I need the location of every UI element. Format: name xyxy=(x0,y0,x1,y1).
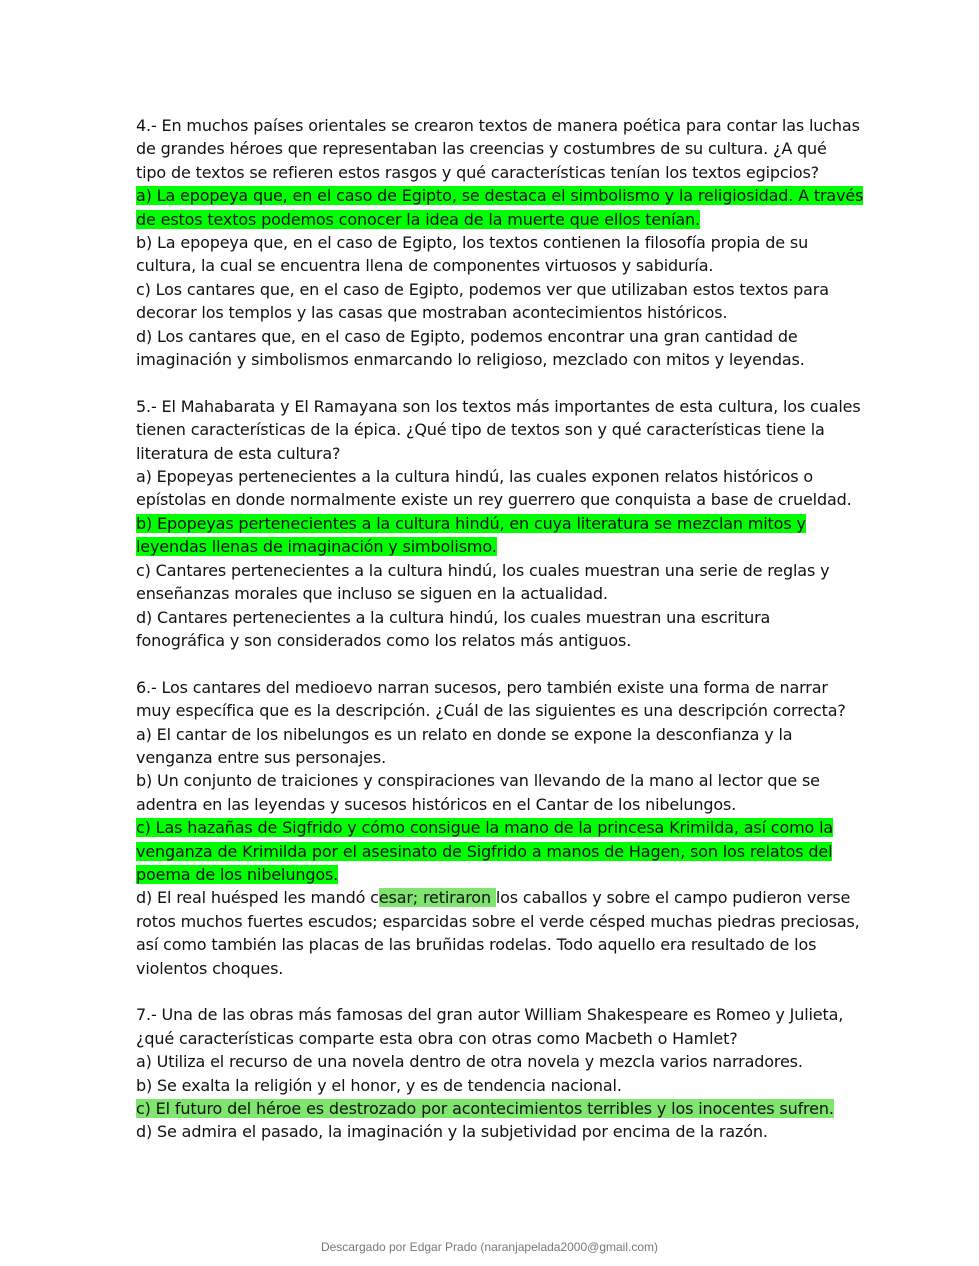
option-d-text-end: los caballos y sobre el campo pudieron verse xyxy=(495,888,851,908)
answer-option-c-highlighted: c) El futuro del héroe es destrozado por acontecimientos terribles y los inocentes sufren. xyxy=(136,1099,834,1119)
answer-option-d: imaginación y simbolismos enmarcando lo religioso, mezclado con mitos y leyendas. xyxy=(136,350,805,370)
answer-option-b: b) Un conjunto de traiciones y conspiraciones van llevando de la mano al lector que se xyxy=(136,771,820,791)
option-d-highlighted-fragment: esar; retiraron xyxy=(378,888,496,908)
answer-option-a-highlighted: de estos textos podemos conocer la idea de la muerte que ellos tenían. xyxy=(136,209,700,229)
answer-option-d: d) Los cantares que, en el caso de Egipto, podemos encontrar una gran cantidad de xyxy=(136,326,798,346)
question-7 xyxy=(136,1003,848,1143)
answer-option-c: enseñanzas morales que incluso se siguen en la actualidad. xyxy=(136,584,608,604)
question-stem-line: tipo de textos se refieren estos rasgos y qué características tenían los textos egipcios? xyxy=(136,162,820,182)
question-6 xyxy=(136,676,860,980)
answer-option-d: d) Cantares pertenecientes a la cultura hindú, los cuales muestran una escritura xyxy=(136,607,771,627)
question-stem-line: tienen características de la épica. ¿Qué tipo de textos son y qué características tiene la xyxy=(136,420,825,440)
answer-option-c: c) Cantares pertenecientes a la cultura hindú, los cuales muestran una serie de reglas y xyxy=(136,560,830,580)
answer-option-d: así como también las placas de las bruñidas rodelas. Todo aquello era resultado de los xyxy=(136,935,817,955)
answer-option-a: a) Utiliza el recurso de una novela dentro de otra novela y mezcla varios narradores. xyxy=(136,1052,803,1072)
answer-option-b: adentra en las leyendas y sucesos históricos en el Cantar de los nibelungos. xyxy=(136,794,737,814)
answer-option-c-highlighted: venganza de Krimilda por el asesinato de Sigfrido a manos de Hagen, son los relatos del xyxy=(136,841,833,861)
answer-option-d: rotos muchos fuertes escudos; esparcidas sobre el verde césped muchas piedras preciosas, xyxy=(136,911,860,931)
answer-option-a: a) El cantar de los nibelungos es un relato en donde se expone la desconfianza y la xyxy=(136,724,793,744)
question-4 xyxy=(136,114,864,371)
answer-option-b-highlighted: leyendas llenas de imaginación y simbolismo. xyxy=(136,537,497,557)
answer-option-b-highlighted: b) Epopeyas pertenecientes a la cultura hindú, en cuya literatura se mezclan mitos y xyxy=(136,513,806,533)
question-stem-line: 6.- Los cantares del medioevo narran sucesos, pero también existe una forma de narrar xyxy=(136,677,828,697)
answer-option-c: c) Los cantares que, en el caso de Egipto, podemos ver que utilizaban estos textos para xyxy=(136,279,829,299)
answer-option-b: b) Se exalta la religión y el honor, y es de tendencia nacional. xyxy=(136,1075,622,1095)
answer-option-b: b) La epopeya que, en el caso de Egipto, los textos contienen la filosofía propia de su xyxy=(136,233,809,253)
answer-option-d: d) Se admira el pasado, la imaginación y la subjetividad por encima de la razón. xyxy=(136,1122,768,1142)
answer-option-a: epístolas en donde normalmente existe un rey guerrero que conquista a base de crueldad. xyxy=(136,490,852,510)
option-d-text-start: d) El real huésped les mandó c xyxy=(136,888,379,908)
question-stem-line: literatura de esta cultura? xyxy=(136,443,341,463)
question-5 xyxy=(136,395,861,652)
answer-option-c: decorar los templos y las casas que mostraban acontecimientos históricos. xyxy=(136,303,728,323)
answer-option-a: venganza entre sus personajes. xyxy=(136,747,387,767)
answer-option-b: cultura, la cual se encuentra llena de componentes virtuosos y sabiduría. xyxy=(136,256,714,276)
question-stem-line: 5.- El Mahabarata y El Ramayana son los textos más importantes de esta cultura, los cuales xyxy=(136,396,861,416)
answer-option-a-highlighted: a) La epopeya que, en el caso de Egipto, se destaca el simbolismo y la religiosidad. A través xyxy=(136,186,864,206)
answer-option-c-highlighted: c) Las hazañas de Sigfrido y cómo consigue la mano de la princesa Krimilda, así como la xyxy=(136,818,834,838)
question-stem-line: muy específica que es la descripción. ¿Cuál de las siguientes es una descripción correcta? xyxy=(136,701,846,721)
question-stem-line: 4.- En muchos países orientales se crearon textos de manera poética para contar las luchas xyxy=(136,116,860,135)
answer-option-d xyxy=(136,886,851,909)
question-stem-line: 7.- Una de las obras más famosas del gran autor William Shakespeare es Romeo y Julieta, xyxy=(136,1005,844,1025)
answer-option-d: fonográfica y son considerados como los relatos más antiguos. xyxy=(136,630,632,650)
question-stem-line: de grandes héroes que representaban las creencias y costumbres de su cultura. ¿A qué xyxy=(136,139,827,159)
answer-option-c-highlighted: poema de los nibelungos. xyxy=(136,864,339,884)
answer-option-a: a) Epopeyas pertenecientes a la cultura hindú, las cuales exponen relatos históricos o xyxy=(136,467,814,487)
download-footer: Descargado por Edgar Prado (naranjapelada2000@gmail.com) xyxy=(320,1240,659,1254)
question-stem-line: ¿qué características comparte esta obra con otras como Macbeth o Hamlet? xyxy=(136,1028,738,1048)
document-content xyxy=(136,114,864,1167)
answer-option-d: violentos choques. xyxy=(136,958,284,978)
